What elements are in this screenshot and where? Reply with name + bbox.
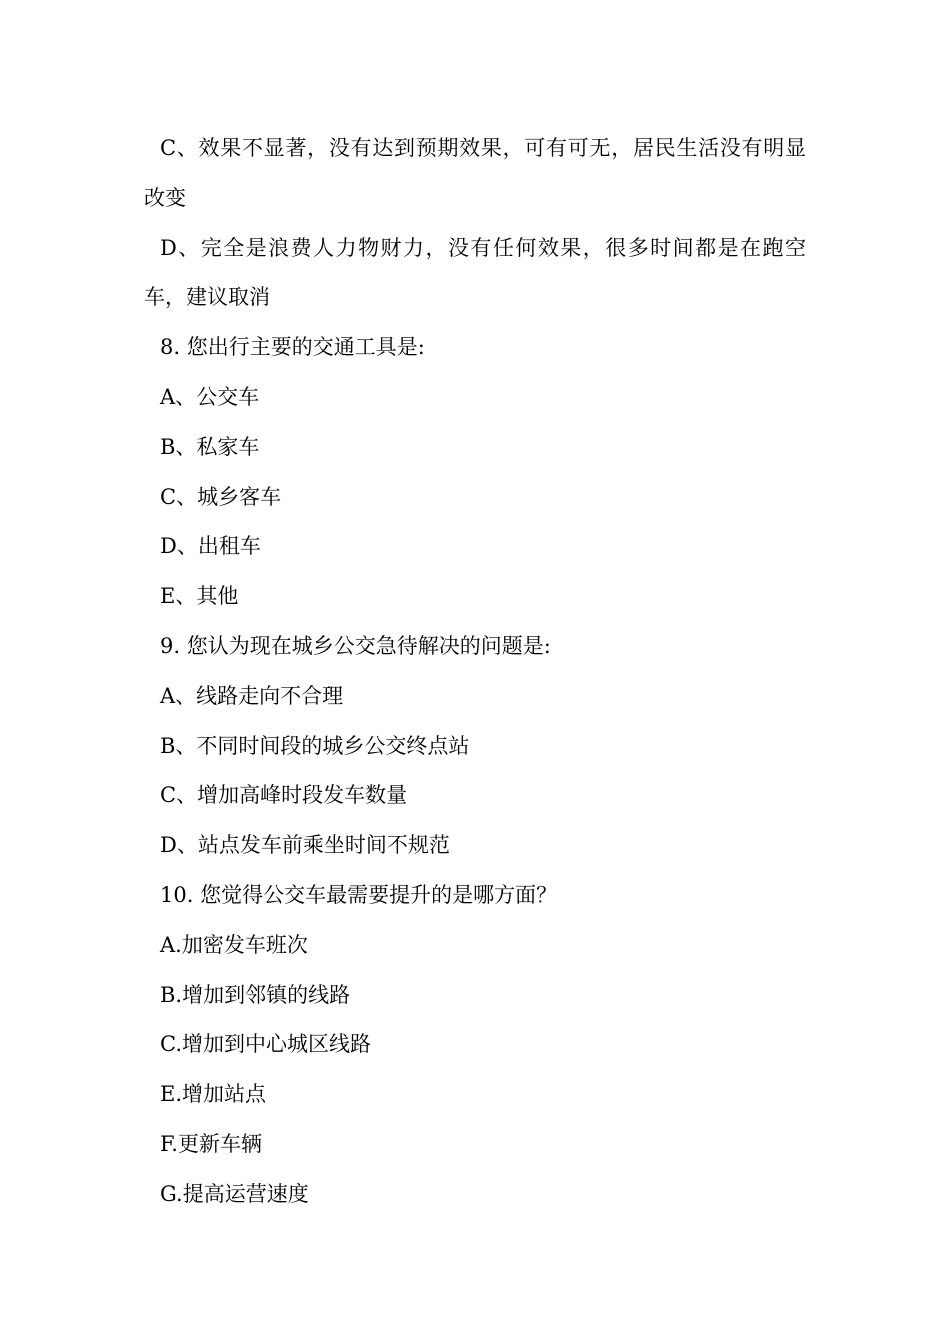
question-10-option-g: G.提高运营速度 bbox=[160, 1181, 309, 1206]
question-9-option-b: B、不同时间段的城乡公交终点站 bbox=[160, 733, 470, 758]
question-10: 10. 您觉得公交车最需要提升的是哪方面？ bbox=[160, 882, 558, 907]
question-10-option-c: C.增加到中心城区线路 bbox=[160, 1032, 371, 1057]
question-10-option-b: B.增加到邻镇的线路 bbox=[160, 982, 351, 1007]
option-c-previous-question: C、效果不显著，没有达到预期效果，可有可无，居民生活没有明显改变 bbox=[144, 136, 806, 210]
document-body bbox=[144, 124, 806, 1220]
question-9-option-a: A、线路走向不合理 bbox=[160, 683, 344, 708]
question-10-option-a: A.加密发车班次 bbox=[160, 932, 308, 957]
question-9-option-c: C、增加高峰时段发车数量 bbox=[160, 783, 408, 808]
question-8-option-d: D、出租车 bbox=[160, 534, 261, 559]
option-d-previous-question: D、完全是浪费人力物财力，没有任何效果，很多时间都是在跑空车，建议取消 bbox=[144, 235, 806, 310]
question-10-option-e: E.增加站点 bbox=[160, 1082, 267, 1107]
question-8-option-c: C、城乡客车 bbox=[160, 484, 282, 509]
question-9: 9. 您认为现在城乡公交急待解决的问题是: bbox=[160, 633, 551, 658]
question-8-option-b: B、私家车 bbox=[160, 434, 260, 459]
question-10-option-f: F.更新车辆 bbox=[160, 1131, 262, 1156]
question-8: 8. 您出行主要的交通工具是: bbox=[160, 335, 425, 360]
question-9-option-d: D、站点发车前乘坐时间不规范 bbox=[160, 833, 450, 858]
question-8-option-a: A、公交车 bbox=[160, 384, 260, 409]
question-8-option-e: E、其他 bbox=[160, 584, 239, 609]
